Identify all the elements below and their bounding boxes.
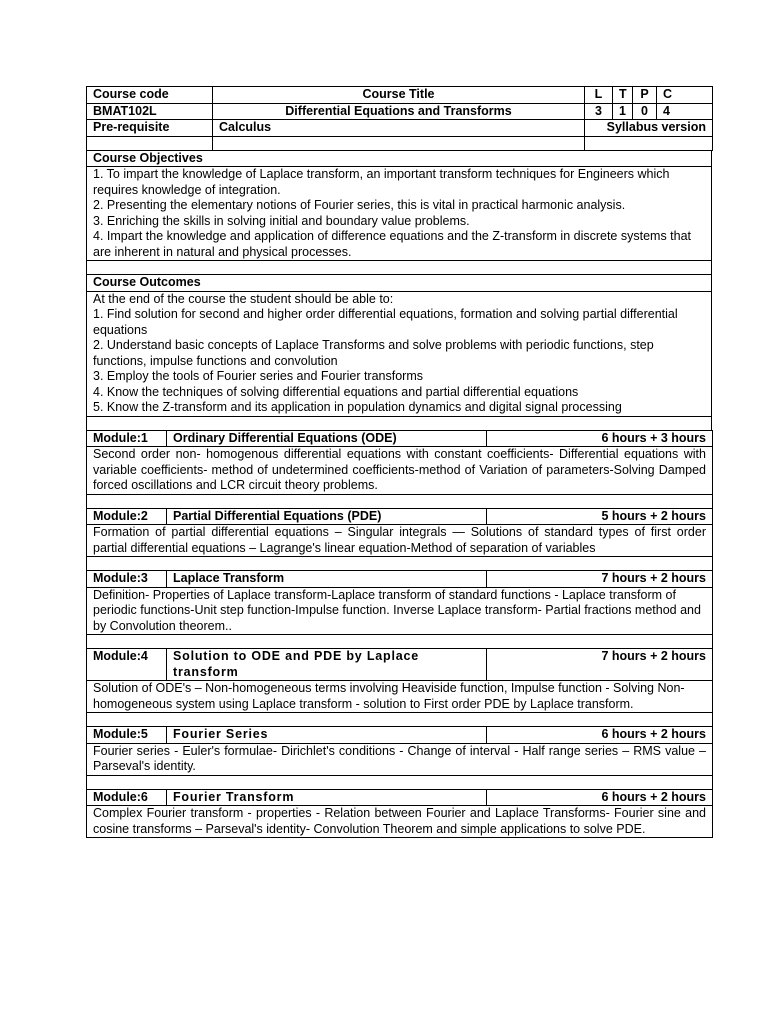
outcome-item: 5. Know the Z-transform and its application in population dynamics and digital signal processing	[93, 400, 622, 414]
module-label: Module:5	[87, 727, 167, 744]
p-label: P	[633, 87, 657, 104]
module-title: Solution to ODE and PDE by Laplace transform	[167, 649, 487, 681]
objective-item: 1. To impart the knowledge of Laplace transform, an important transform techniques for Engineers which requires knowledge of integration.	[93, 167, 670, 197]
course-title: Differential Equations and Transforms	[213, 103, 585, 120]
module-hours: 5 hours + 2 hours	[487, 508, 713, 525]
p-value: 0	[633, 103, 657, 120]
header-values-row	[87, 103, 713, 120]
outcome-item: 1. Find solution for second and higher order differential equations, formation and solving partial differential equations	[93, 307, 678, 337]
module-header-row	[87, 430, 713, 447]
modules-table	[86, 430, 713, 839]
module-content: Definition- Properties of Laplace transform-Laplace transform of standard functions - Laplace transform of periodic functions-Unit step function-Impulse function. Inverse Laplace transform- Partial fractions method and by Convolution theorem..	[87, 587, 713, 635]
module-content: Complex Fourier transform - properties - Relation between Fourier and Laplace Transforms- Fourier sine and cosine transforms – Parseval's identity- Convolution Theorem and simple applications to solve PDE.	[87, 806, 713, 838]
module-header-row	[87, 649, 713, 681]
module-label: Module:3	[87, 571, 167, 588]
module-hours: 6 hours + 3 hours	[487, 430, 713, 447]
t-label: T	[613, 87, 633, 104]
objective-item: 4. Impart the knowledge and application of difference equations and the Z-transform in discrete systems that are inherent in natural and physical processes.	[93, 229, 692, 259]
outcomes-heading: Course Outcomes	[87, 275, 712, 292]
module-content: Formation of partial differential equations – Singular integrals — Solutions of standard types of first order partial differential equations – Lagrange's linear equation-Method of separation of variables	[87, 525, 713, 557]
header-labels-row	[87, 87, 713, 104]
module-header-row	[87, 508, 713, 525]
course-title-label: Course Title	[213, 87, 585, 104]
course-header-table	[86, 86, 713, 120]
course-code-label: Course code	[87, 87, 213, 104]
module-header-row	[87, 789, 713, 806]
outcome-item: 4. Know the techniques of solving differential equations and partial differential equations	[93, 384, 579, 399]
outcome-item: 3. Employ the tools of Fourier series and Fourier transforms	[93, 369, 423, 383]
module-title: Laplace Transform	[167, 571, 487, 588]
module-header-row	[87, 727, 713, 744]
module-hours: 7 hours + 2 hours	[487, 571, 713, 588]
module-label: Module:6	[87, 789, 167, 806]
module-hours: 7 hours + 2 hours	[487, 649, 713, 681]
prereq-label: Pre-requisite	[87, 120, 213, 137]
prereq-row	[87, 120, 713, 137]
module-title: Fourier Transform	[167, 789, 487, 806]
objectives-outcomes-table	[86, 150, 712, 431]
module-label: Module:2	[87, 508, 167, 525]
module-title: Fourier Series	[167, 727, 487, 744]
course-code: BMAT102L	[87, 103, 213, 120]
module-title: Partial Differential Equations (PDE)	[167, 508, 487, 525]
module-title: Ordinary Differential Equations (ODE)	[167, 430, 487, 447]
prereq-table	[86, 119, 713, 151]
l-value: 3	[585, 103, 613, 120]
c-value: 4	[657, 103, 713, 120]
c-label: C	[657, 87, 713, 104]
syllabus-version-label: Syllabus version	[585, 120, 713, 137]
objective-item: 2. Presenting the elementary notions of Fourier series, this is vital in practical harmonic analysis.	[93, 198, 626, 212]
module-content: Second order non- homogenous differential equations with constant coefficients- Differential equations with variable coefficients- method of undetermined coefficients-method of Variation of parameters-Solving Damped forced oscillations and LCR circuit theory problems.	[87, 447, 713, 495]
outcome-item: 2. Understand basic concepts of Laplace Transforms and solve problems with periodic functions, step functions, impulse functions and convolution	[93, 338, 654, 368]
module-content: Fourier series - Euler's formulae- Dirichlet's conditions - Change of interval - Half range series – RMS value – Parseval's identity.	[87, 743, 713, 775]
prereq-value: Calculus	[213, 120, 585, 137]
objectives-heading: Course Objectives	[87, 150, 712, 167]
module-header-row	[87, 571, 713, 588]
outcomes-content	[87, 291, 712, 416]
objective-item: 3. Enriching the skills in solving initial and boundary value problems.	[93, 213, 470, 228]
blank-row	[87, 136, 713, 150]
t-value: 1	[613, 103, 633, 120]
module-content: Solution of ODE's – Non-homogeneous terms involving Heaviside function, Impulse function - Solving Non-homogeneous system using Laplace transform - solution to First order PDE by Laplace transform.	[87, 681, 713, 713]
l-label: L	[585, 87, 613, 104]
outcomes-intro: At the end of the course the student should be able to:	[93, 291, 394, 306]
module-hours: 6 hours + 2 hours	[487, 727, 713, 744]
objectives-content	[87, 167, 712, 261]
module-hours: 6 hours + 2 hours	[487, 789, 713, 806]
syllabus-document	[86, 86, 712, 838]
module-label: Module:4	[87, 649, 167, 681]
module-label: Module:1	[87, 430, 167, 447]
